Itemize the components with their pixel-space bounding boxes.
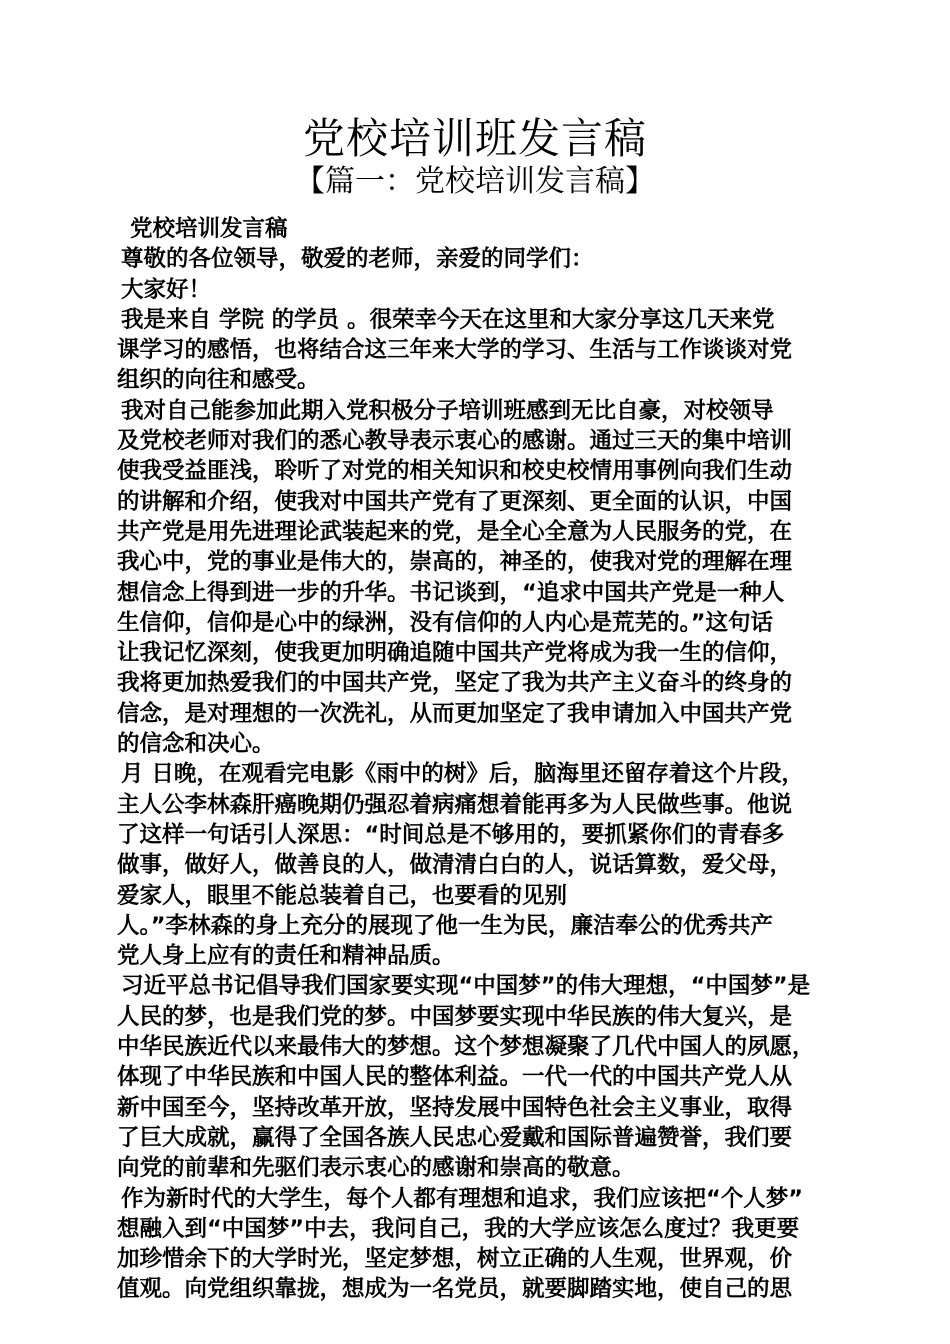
body-line: 向党的前辈和先驱们表示衷心的感谢和崇高的敬意。 bbox=[117, 1155, 635, 1182]
body-line: 共产党是用先进理论武装起来的党，是全心全意为人民服务的党，在 bbox=[117, 518, 793, 545]
body-line: 体现了中华民族和中国人民的整体利益。一代一代的中国共产党人从 bbox=[117, 1064, 793, 1091]
body-line: 想融入到“中国梦”中去，我问自己，我的大学应该怎么度过？我更要 bbox=[117, 1215, 800, 1242]
body-line-heading: 党校培训发言稿 bbox=[130, 216, 288, 242]
body-line: 人民的梦，也是我们党的梦。中国梦要实现中华民族的伟大复兴，是 bbox=[117, 1003, 793, 1030]
body-line: 加珍惜余下的大学时光，坚定梦想，树立正确的人生观，世界观，价 bbox=[117, 1246, 793, 1273]
body-line: 作为新时代的大学生，每个人都有理想和追求，我们应该把“个人梦” bbox=[121, 1185, 804, 1212]
body-line: 爱家人，眼里不能总装着自己，也要看的见别 bbox=[117, 882, 568, 909]
body-line: 主人公李林森肝癌晚期仍强忍着病痛想着能再多为人民做些事。他说 bbox=[117, 791, 793, 818]
body-line: 习近平总书记倡导我们国家要实现“中国梦”的伟大理想，“中国梦”是 bbox=[121, 973, 811, 1000]
body-line: 的讲解和介绍，使我对中国共产党有了更深刻、更全面的认识，中国 bbox=[117, 488, 793, 515]
document-body bbox=[117, 214, 837, 1305]
body-line: 我对自己能参加此期入党积极分子培训班感到无比自豪，对校领导 bbox=[121, 397, 774, 424]
body-line: 中华民族近代以来最伟大的梦想。这个梦想凝聚了几代中国人的夙愿， bbox=[117, 1034, 815, 1061]
body-line: 生信仰，信仰是心中的绿洲，没有信仰的人内心是荒芜的。”这句话 bbox=[117, 609, 774, 636]
body-line: 我是来自 学院 的学员 。很荣幸今天在这里和大家分享这几天来党 bbox=[121, 306, 775, 333]
body-line: 新中国至今，坚持改革开放，坚持发展中国特色社会主义事业，取得 bbox=[117, 1094, 793, 1121]
body-line: 党人身上应有的责任和精神品质。 bbox=[117, 943, 455, 970]
document-subtitle: 【篇一：党校培训发言稿】 bbox=[295, 164, 655, 199]
body-line: 做事，做好人，做善良的人，做清清白白的人，说话算数，爱父母， bbox=[117, 852, 793, 879]
body-line: 尊敬的各位领导，敬爱的老师，亲爱的同学们： bbox=[121, 246, 594, 273]
body-line: 及党校老师对我们的悉心教导表示衷心的感谢。通过三天的集中培训 bbox=[117, 428, 793, 455]
body-line: 了巨大成就，赢得了全国各族人民忠心爱戴和国际普遍赞誉，我们要 bbox=[117, 1124, 793, 1151]
body-line: 我心中，党的事业是伟大的，崇高的，神圣的，使我对党的理解在理 bbox=[117, 549, 793, 576]
body-line: 信念，是对理想的一次洗礼，从而更加坚定了我申请加入中国共产党 bbox=[117, 700, 793, 727]
body-line: 了这样一句话引人深思：“时间总是不够用的，要抓紧你们的青春多 bbox=[117, 821, 785, 848]
body-line: 我将更加热爱我们的中国共产党，坚定了我为共产主义奋斗的终身的 bbox=[117, 670, 793, 697]
body-line: 使我受益匪浅，聆听了对党的相关知识和校史校情用事例向我们生动 bbox=[117, 458, 793, 485]
body-line: 想信念上得到进一步的升华。书记谈到，“追求中国共产党是一种人 bbox=[117, 579, 785, 606]
body-line: 值观。向党组织靠拢，想成为一名党员，就要脚踏实地，使自己的思 bbox=[117, 1276, 793, 1303]
body-line: 的信念和决心。 bbox=[117, 731, 275, 758]
document-title: 党校培训班发言稿 bbox=[302, 114, 647, 163]
body-line: 人。”李林森的身上充分的展现了他一生为民，廉洁奉公的优秀共产 bbox=[117, 912, 774, 939]
body-line: 让我记忆深刻，使我更加明确追随中国共产党将成为我一生的信仰， bbox=[117, 640, 793, 667]
body-line: 大家好！ bbox=[121, 276, 212, 303]
body-line: 组织的向往和感受。 bbox=[117, 367, 320, 394]
body-line: 月 日晚，在观看完电影《雨中的树》后，脑海里还留存着这个片段， bbox=[121, 761, 804, 788]
body-line: 课学习的感悟，也将结合这三年来大学的学习、生活与工作谈谈对党 bbox=[117, 337, 793, 364]
